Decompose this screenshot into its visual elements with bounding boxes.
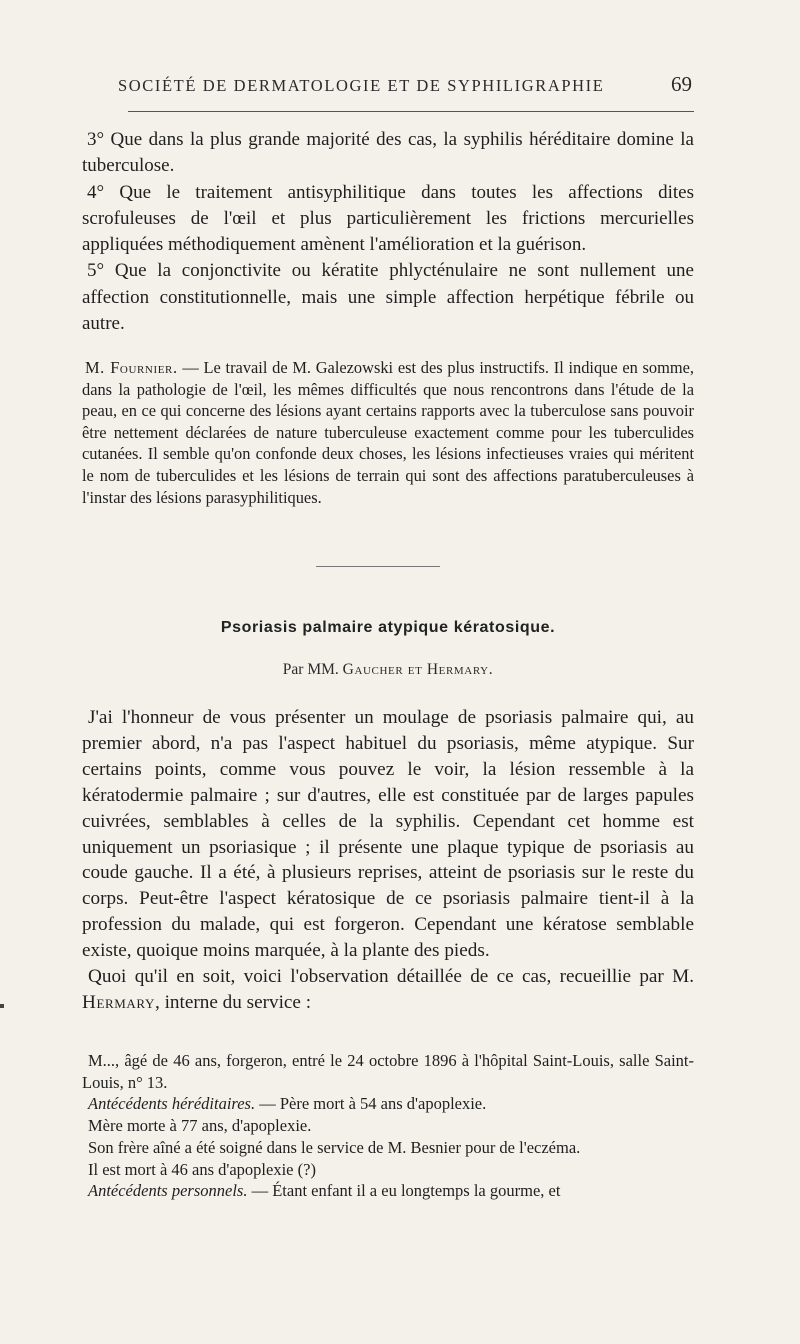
body-paragraph xyxy=(82,964,694,1016)
margin-mark xyxy=(0,1004,4,1008)
article-body xyxy=(82,705,694,1016)
section-label: Antécédents personnels. xyxy=(88,1181,248,1201)
running-header xyxy=(80,72,692,102)
observation-line xyxy=(82,1093,694,1115)
speaker-name: M. Fournier. xyxy=(85,358,178,377)
discussion-paragraph xyxy=(82,357,694,508)
page-number: 69 xyxy=(671,72,692,96)
observation-line: Mère morte à 77 ans, d'apoplexie. xyxy=(88,1116,312,1136)
section-separator xyxy=(316,566,440,567)
byline-authors: Gaucher et Hermary. xyxy=(342,661,494,678)
header-rule xyxy=(128,111,694,112)
conclusions-list xyxy=(82,127,694,337)
body-paragraph: J'ai l'honneur de vous présenter un moulage de psoriasis palmaire qui, au premier abord, n'a pas l'aspect habituel du psoriasis, même atypique. Sur certains points, comme vous pouvez le voir, la lésion ressemble à la kératodermie palmaire ; sur d'autres, elle est constituée par de larges papules cuivrées, semblables à celles de la syphilis. Cependant cet homme est uniquement un psoriasique ; il présente une plaque typique de psoriasis au coude gauche. Il a été, à plusieurs reprises, atteint de psoriasis sur le reste du corps. Peut-être l'aspect kératosique de ce psoriasis palmaire tient-il à la profession du malade, qui est forgeron. Cependant une kératose semblable existe, quoique moins marquée, à la plante des pieds. xyxy=(82,707,694,962)
observation-intro: M..., âgé de 46 ans, forgeron, entré le 24 octobre 1896 à l'hôpital Saint-Louis, salle Saint-Louis, n° 13. xyxy=(82,1051,694,1092)
observation-line: Il est mort à 46 ans d'apoplexie (?) xyxy=(88,1159,316,1179)
discussion-block xyxy=(82,357,694,508)
observation-text: — Étant enfant il a eu longtemps la gourme, et xyxy=(247,1181,561,1201)
intern-name: Hermary xyxy=(82,991,155,1013)
observation-line xyxy=(82,1180,694,1202)
section-label: Antécédents héréditaires. xyxy=(88,1094,256,1114)
conclusion-item: 4° Que le traitement antisyphilitique dans toutes les affections dites scrofuleuses de l'œil et plus particulièrement les frictions mercurielles appliquées méthodiquement amènent l'amélioration et la guérison. xyxy=(82,181,694,256)
conclusion-item: 5° Que la conjonctivite ou kératite phlycténulaire ne sont nullement une affection constitutionnelle, mais une simple affection herpétique fébrile ou autre. xyxy=(82,260,694,335)
running-title: SOCIÉTÉ DE DERMATOLOGIE ET DE SYPHILIGRAPHIE xyxy=(118,76,605,95)
byline xyxy=(82,661,694,679)
observation-line: Son frère aîné a été soigné dans le service de M. Besnier pour de l'eczéma. xyxy=(88,1137,581,1157)
discussion-text: — Le travail de M. Galezowski est des plus instructifs. Il indique en somme, dans la pathologie de l'œil, les mêmes difficultés que nous rencontrons dans l'étude de la peau, en ce qui concerne des lésions ayant certains rapports avec la tuberculose sans pouvoir être nettement déclarées de nature tuberculeuse exactement comme pour les tuberculides cutanées. Il semble qu'on confonde deux choses, les lésions infectieuses vraies qui méritent le nom de tuberculides et les lésions de terrain qui sont des affections paratuberculeuses à l'instar des lésions parasyphilitiques. xyxy=(82,358,694,507)
body-text: , interne du service : xyxy=(154,991,312,1013)
conclusion-item: 3° Que dans la plus grande majorité des cas, la syphilis héréditaire domine la tuberculose. xyxy=(82,129,694,177)
observation-text: — Père mort à 54 ans d'apoplexie. xyxy=(255,1094,487,1114)
byline-prefix: Par MM. xyxy=(282,661,343,678)
body-text: Quoi qu'il en soit, voici l'observation détaillée de ce cas, recueillie par M. xyxy=(88,966,694,988)
article-title: Psoriasis palmaire atypique kératosique. xyxy=(220,619,556,636)
observation-block xyxy=(82,1050,694,1202)
